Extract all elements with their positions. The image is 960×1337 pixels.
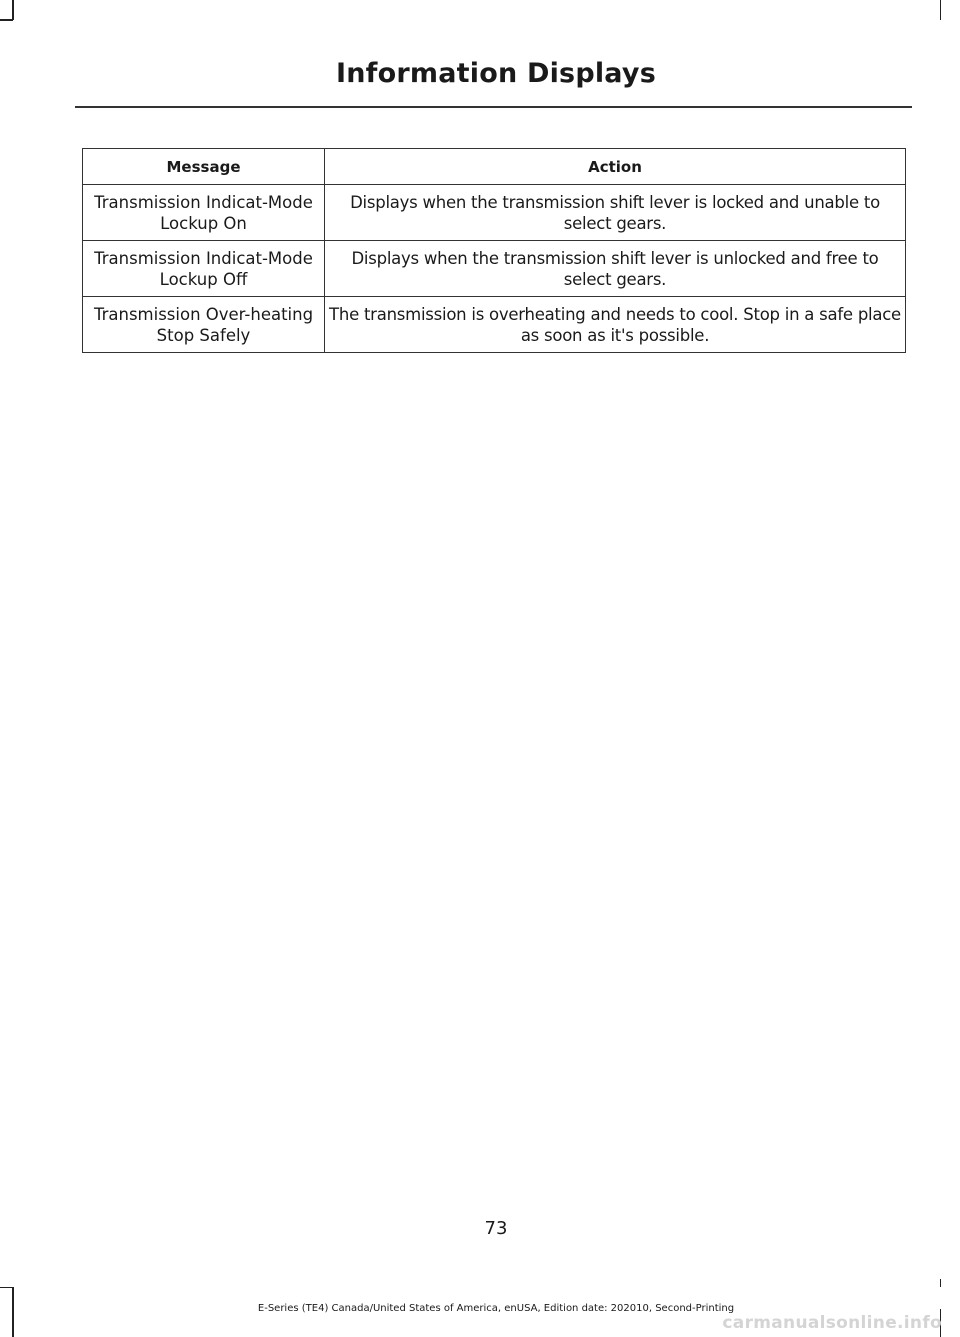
action-cell: The transmission is overheating and needs to cool. Stop in a safe place as soon as it's possible. bbox=[325, 297, 906, 353]
table-row bbox=[83, 241, 906, 297]
page-title: Information Displays bbox=[336, 58, 656, 89]
table-header-row bbox=[83, 149, 906, 185]
crop-mark bbox=[12, 1287, 14, 1337]
table-row bbox=[83, 297, 906, 353]
message-table bbox=[82, 148, 906, 353]
edition-footer: E-Series (TE4) Canada/United States of America, enUSA, Edition date: 202010, Second-Printing bbox=[257, 1303, 735, 1314]
crop-mark bbox=[12, 0, 14, 20]
column-header-message: Message bbox=[83, 149, 325, 185]
crop-mark bbox=[940, 0, 942, 20]
title-divider bbox=[75, 106, 912, 108]
message-cell: Transmission Over-heating Stop Safely bbox=[83, 297, 325, 353]
message-cell: Transmission Indicat-Mode Lockup On bbox=[83, 185, 325, 241]
table-row bbox=[83, 185, 906, 241]
crop-mark bbox=[940, 1279, 942, 1287]
action-cell: Displays when the transmission shift lever is locked and unable to select gears. bbox=[325, 185, 906, 241]
message-cell: Transmission Indicat-Mode Lockup Off bbox=[83, 241, 325, 297]
page-number: 73 bbox=[484, 1218, 508, 1239]
watermark: carmanualsonline.info bbox=[722, 1313, 942, 1333]
crop-mark bbox=[0, 19, 13, 21]
column-header-action: Action bbox=[325, 149, 906, 185]
crop-mark bbox=[0, 1287, 13, 1289]
action-cell: Displays when the transmission shift lever is unlocked and free to select gears. bbox=[325, 241, 906, 297]
